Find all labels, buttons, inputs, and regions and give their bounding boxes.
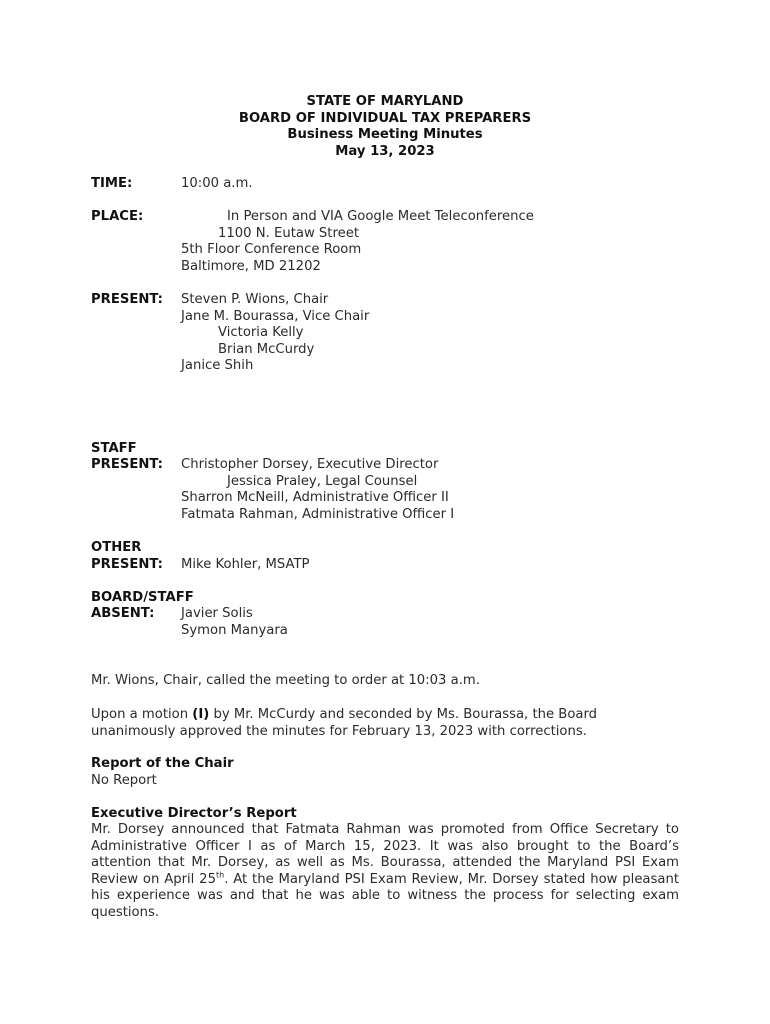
other-label: OTHER	[91, 540, 142, 555]
place-line: 5th Floor Conference Room	[181, 242, 362, 257]
header-board: BOARD OF INDIVIDUAL TAX PREPARERS	[238, 110, 532, 126]
present-member: Janice Shih	[181, 358, 254, 373]
present-member: Jane M. Bourassa, Vice Chair	[181, 309, 370, 324]
motion-paragraph	[91, 707, 679, 740]
absent-heading-label: BOARD/STAFF	[91, 590, 194, 605]
present-member: Steven P. Wions, Chair	[181, 292, 329, 307]
header-date: May 13, 2023	[335, 143, 435, 159]
header-state: STATE OF MARYLAND	[306, 94, 464, 109]
place-line: Baltimore, MD 21202	[181, 259, 321, 274]
document-header	[0, 94, 770, 160]
time-label: TIME:	[91, 176, 133, 191]
staff-member: Fatmata Rahman, Administrative Officer I	[181, 507, 455, 522]
present-member: Brian McCurdy	[218, 342, 315, 357]
place-line: In Person and VIA Google Meet Teleconference	[227, 209, 534, 224]
call-to-order-paragraph: Mr. Wions, Chair, called the meeting to order at 10:03 a.m.	[91, 673, 480, 688]
place-label: PLACE:	[91, 209, 144, 224]
present-member: Victoria Kelly	[218, 325, 304, 340]
staff-member: Jessica Praley, Legal Counsel	[227, 474, 418, 489]
other-present-label: PRESENT:	[91, 557, 163, 572]
absent-member: Javier Solis	[181, 606, 253, 621]
time-value: 10:00 a.m.	[181, 176, 253, 191]
ordinal-suffix: th	[215, 870, 225, 880]
header-title: Business Meeting Minutes	[287, 127, 483, 143]
absent-label: ABSENT:	[91, 606, 155, 621]
director-report-paragraph	[91, 822, 679, 922]
other-member: Mike Kohler, MSATP	[181, 557, 310, 572]
staff-member: Sharron McNeill, Administrative Officer II	[181, 490, 449, 505]
motion-text-before: Upon a motion	[91, 707, 193, 722]
present-label: PRESENT:	[91, 292, 163, 307]
staff-present-label: PRESENT:	[91, 457, 163, 472]
staff-member: Christopher Dorsey, Executive Director	[181, 457, 439, 472]
absent-member: Symon Manyara	[181, 623, 288, 638]
director-report-text: Mr. Dorsey announced that Fatmata Rahman was promoted from Office Secretary to Administrative Officer I as of March 15, 2023. It was also brought to the Board’s attention that Mr. Dorsey, as well as Ms. Bourassa, attended the Maryland PSI Exam Review on April 25	[91, 822, 679, 887]
motion-number: (I)	[192, 707, 210, 722]
staff-label: STAFF	[91, 441, 137, 456]
chair-report-heading: Report of the Chair	[91, 756, 234, 771]
chair-report-text: No Report	[91, 773, 157, 788]
director-report-text-continued: . At the Maryland PSI Exam Review, Mr. Dorsey stated how pleasant his experience was and that he was able to witness the process for selecting exam questions.	[91, 871, 679, 920]
motion-text-after: by Mr. McCurdy and seconded by Ms. Bourassa, the Board unanimously approved the minutes for February 13, 2023 with corrections.	[91, 707, 598, 739]
director-report-heading: Executive Director’s Report	[91, 806, 297, 821]
place-line: 1100 N. Eutaw Street	[218, 226, 359, 241]
